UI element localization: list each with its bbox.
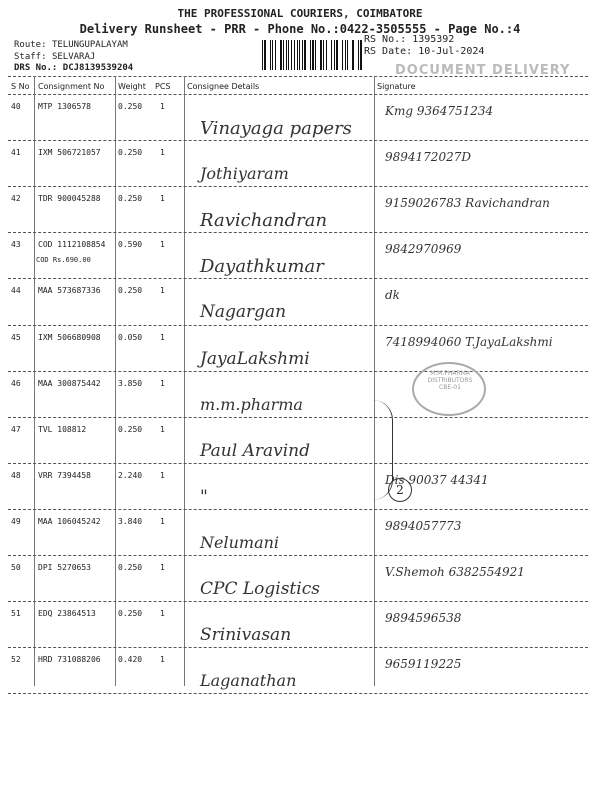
row-pcs: 1 [160,516,165,526]
staff-line: Staff: SELVARAJ [14,52,96,62]
row-sno: 43 [11,240,21,250]
row-consignee-handwritten: m.m.pharma [200,394,303,414]
row-sno: 52 [11,655,21,665]
row-consignment-no: MTP 1306578 [38,102,91,111]
row-pcs: 1 [160,424,165,434]
row-consignee-handwritten: Srinivasan [200,625,292,646]
row-signature: dk [385,288,400,303]
drs-value: DCJ8139539204 [62,63,134,73]
row-weight: 0.590 [118,240,143,250]
row-signature: 9842970969 [385,242,462,257]
row-weight: 0.420 [118,655,143,665]
row-consignment-no: EDQ 23864513 [38,609,96,619]
header-top-rule [8,76,588,77]
column-divider [34,76,35,686]
pharma-rubber-stamp: M.M.PHARMA DISTRIBUTORS CBE-01 [412,362,486,416]
column-divider [374,76,375,686]
row-sno: 47 [11,424,21,434]
col-header-details: Consignee Details [187,82,260,91]
row-consignee-handwritten: Ravichandran [200,210,328,232]
row-consignee-handwritten: Dayathkumar [200,256,324,278]
row-consignee-handwritten: Nagargan [200,302,287,323]
route-value: TELUNGUPALAYAM [51,40,128,50]
route-line: Route: TELUNGUPALAYAM [14,40,128,50]
row-signature: 9894596538 [385,611,462,626]
row-pcs: 1 [160,655,165,665]
row-weight: 0.250 [118,286,143,296]
rs-date-value: 10-Jul-2024 [418,46,485,57]
row-separator [8,463,588,464]
row-pcs: 1 [160,563,165,572]
row-sno: 49 [11,516,21,526]
column-divider [115,76,116,686]
row-weight: 3.850 [118,378,143,388]
row-weight: 2.240 [118,470,143,480]
row-consignment-no: HRD 731088206 [38,655,101,665]
row-consignment-no: MAA 300875442 [38,378,101,388]
row-consignment-no: IXM 506680908 [38,332,101,342]
row-consignment-no: VRR 7394458 [38,470,91,480]
col-header-signature: Signature [377,82,416,91]
row-consignment-no: MAA 573687336 [38,286,101,296]
row-separator [8,693,588,694]
row-consignment-no: TDR 900045288 [38,194,101,204]
row-pcs: 1 [160,240,165,250]
row-sno: 50 [11,563,21,572]
row-signature: 9894172027D [385,150,471,165]
circled-count: 2 [388,478,412,502]
row-sno: 51 [11,609,21,619]
runsheet-subtitle: Delivery Runsheet - PRR - Phone No.:0422-3505555 - Page No.:4 [79,22,521,36]
row-consignee-handwritten: Paul Aravind [200,440,311,461]
row-signature: 7418994060 T.JayaLakshmi [385,334,553,349]
row-consignment-no: COD 1112108854 [38,240,106,250]
document-delivery-stamp: DOCUMENT DELIVERY [395,63,571,78]
row-separator [8,417,588,418]
row-pcs: 1 [160,378,165,388]
row-separator [8,555,588,556]
row-separator [8,232,588,233]
row-sno: 42 [11,194,21,204]
row-weight: 0.250 [118,102,143,111]
row-consignee-handwritten: Vinayaga papers [200,118,352,139]
row-signature: Kmg 9364751234 [385,104,494,118]
row-consignment-no: MAA 106045242 [38,516,101,526]
row-signature: 9159026783 Ravichandran [385,196,550,211]
row-weight: 0.250 [118,194,143,204]
col-header-consignment: Consignment No [38,82,105,91]
row-sno: 40 [11,102,21,111]
rs-no-value: 1395392 [412,34,455,45]
row-signature: Dis 90037 44341 [385,472,489,487]
row-consignee-handwritten: CPC Logistics [200,579,320,599]
row-pcs: 1 [160,194,165,204]
row-sno: 46 [11,378,21,388]
row-weight: 0.250 [118,148,143,158]
row-consignee-handwritten: JayaLakshmi [200,348,310,369]
col-header-weight: Weight [118,82,146,91]
row-consignment-no: TVL 108812 [38,424,87,434]
row-cod-note: COD Rs.690.00 [36,256,91,265]
row-consignee-handwritten: Jothiyaram [200,164,289,184]
row-separator [8,325,588,326]
row-pcs: 1 [160,286,165,296]
header-bottom-rule [8,94,588,95]
row-pcs: 1 [160,609,165,619]
row-separator [8,601,588,602]
row-consignee-handwritten: Nelumani [200,532,280,552]
row-consignee-handwritten: Laganathan [200,671,297,691]
row-sno: 48 [11,470,21,480]
row-separator [8,278,588,279]
row-separator [8,140,588,141]
row-consignment-no: DPI 5270653 [38,563,91,572]
row-signature: V.Shemoh 6382554921 [385,565,525,579]
row-weight: 0.050 [118,332,143,342]
row-pcs: 1 [160,470,165,480]
rs-date-line: RS Date: 10-Jul-2024 [364,46,485,57]
row-signature: 9894057773 [385,518,462,533]
col-header-sno: S No [11,82,30,91]
row-separator [8,371,588,372]
drs-line: DRS No.: DCJ8139539204 [14,63,134,73]
column-divider [184,76,185,686]
row-signature: 9659119225 [385,657,462,672]
row-sno: 45 [11,332,21,342]
row-sno: 41 [11,148,21,158]
staff-value: SELVARAJ [51,52,96,62]
row-weight: 0.250 [118,424,143,434]
rs-no-line: RS No.: 1395392 [364,34,455,45]
row-sno: 44 [11,286,21,296]
row-weight: 0.250 [118,563,143,572]
row-consignment-no: IXM 506721057 [38,148,101,158]
row-weight: 0.250 [118,609,143,619]
row-consignee-handwritten: " [200,486,208,507]
company-title: THE PROFESSIONAL COURIERS, COIMBATORE [177,7,423,20]
row-weight: 3.840 [118,516,143,526]
row-pcs: 1 [160,102,165,111]
row-pcs: 1 [160,332,165,342]
row-separator [8,647,588,648]
row-separator [8,186,588,187]
row-separator [8,509,588,510]
row-pcs: 1 [160,148,165,158]
col-header-pcs: PCS [155,82,171,91]
